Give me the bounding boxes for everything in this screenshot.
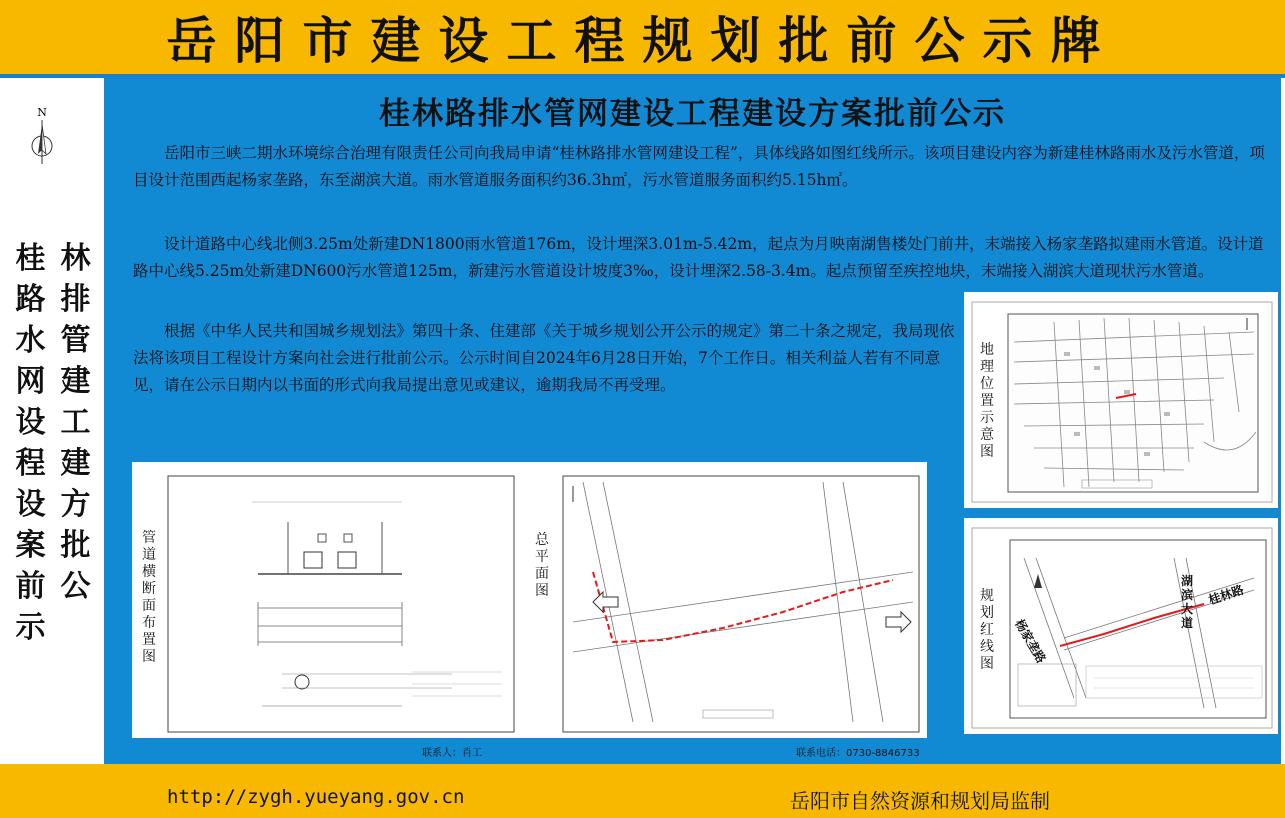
header-banner: [0, 0, 1285, 74]
vertical-label-char: 滨: [1181, 588, 1194, 602]
vertical-label-char: 断: [142, 581, 156, 597]
vertical-title-char: 程: [15, 446, 46, 481]
vertical-label-char: 图: [980, 656, 994, 672]
vertical-label-char: 置: [142, 632, 156, 648]
road-label-guilin: 桂林路: [1206, 582, 1246, 608]
vertical-title-char: 设: [15, 487, 46, 522]
vertical-label-char: 线: [980, 639, 994, 655]
vertical-label-char: 道: [142, 547, 156, 563]
vertical-title-char: 管: [60, 323, 91, 358]
vertical-label-char: 道: [1181, 616, 1194, 630]
vertical-label-char: 示: [980, 410, 994, 426]
vertical-label-char: 地: [980, 342, 994, 358]
vertical-title-char: 网: [15, 364, 46, 399]
location-map-card: [964, 292, 1278, 508]
vertical-title-char: 方: [60, 487, 91, 522]
vertical-label-char: 面: [142, 598, 156, 614]
right-border: [1281, 78, 1285, 764]
vertical-label-char: 位: [980, 376, 994, 392]
vertical-title-char: 设: [15, 405, 46, 440]
cross-section-card: [132, 462, 523, 738]
vertical-label-char: 总: [535, 532, 549, 548]
north-arrow-icon: [26, 106, 58, 166]
location-map-label: [980, 342, 994, 461]
vertical-label-char: 划: [980, 605, 994, 621]
vertical-label-char: 图: [535, 583, 549, 599]
vertical-title-char: 排: [60, 282, 91, 317]
paragraph-intro: 岳阳市三峡二期水环境综合治理有限责任公司向我局申请“桂林路排水管网建设工程”，具体线路如图红线所示。该项目建设内容为新建桂林路雨水及污水管道，项目设计范围西起杨家垄路，东至湖滨大道。雨水管道服务面积约36.3h㎡，污水管道服务面积约5.15h㎡。: [133, 144, 1265, 189]
site-plan-drawing: [523, 462, 927, 738]
vertical-label-char: 置: [980, 393, 994, 409]
redline-map-label: [980, 588, 994, 673]
vertical-label-char: 大: [1181, 602, 1194, 616]
vertical-title-char: 建: [60, 364, 91, 399]
vertical-label-char: 管: [142, 530, 156, 546]
vertical-label-char: 湖: [1181, 574, 1194, 588]
site-plan-card: [523, 462, 927, 738]
vertical-label-char: 图: [980, 444, 994, 460]
vertical-title-char: 林: [60, 241, 91, 276]
vertical-label-char: 图: [142, 649, 156, 665]
vertical-label-char: 理: [980, 359, 994, 375]
vertical-title-char: 公: [60, 569, 91, 604]
notice-title: 桂林路排水管网建设工程建设方案批前公示: [379, 96, 1006, 132]
supervisor-text: 岳阳市自然资源和规划局监制: [790, 789, 1050, 813]
footer-banner: [0, 764, 1285, 818]
vertical-title-char: 前: [15, 569, 46, 604]
left-sidebar: [0, 78, 104, 764]
contact-phone: 联系电话：0730-8846733: [796, 748, 920, 759]
vertical-title-char: 路: [15, 282, 46, 317]
vertical-title-char: 批: [60, 528, 91, 563]
compass-letter: N: [37, 106, 47, 119]
contact-person: 联系人：肖工: [422, 748, 482, 759]
vertical-title: [8, 238, 98, 648]
redline-map-card: [964, 518, 1278, 734]
board-title: 岳阳市建设工程规划批前公示牌: [166, 12, 1119, 70]
vertical-label-char: 平: [535, 549, 549, 565]
vertical-label-char: 红: [980, 622, 994, 638]
vertical-label-char: 规: [980, 588, 994, 604]
website-url[interactable]: http://zygh.yueyang.gov.cn: [167, 786, 465, 808]
redline-map-drawing: [964, 518, 1278, 734]
road-label-yangjia: 杨家垄路: [1012, 617, 1049, 666]
cross-section-label: [142, 530, 156, 666]
vertical-title-char: 案: [15, 528, 46, 563]
cross-section-drawing: [132, 462, 523, 738]
vertical-label-char: 意: [980, 427, 994, 443]
main-panel: [104, 78, 1281, 764]
vertical-title-char: 桂: [15, 241, 46, 276]
vertical-title-char: 工: [60, 405, 91, 440]
vertical-title-char: 示: [15, 610, 46, 645]
vertical-label-char: 横: [142, 564, 156, 580]
vertical-title-char: 建: [60, 446, 91, 481]
vertical-title-char: 水: [15, 323, 46, 358]
site-plan-label: [535, 532, 549, 600]
road-label-hubin: [1181, 574, 1193, 630]
vertical-label-char: 布: [142, 615, 156, 631]
paragraph-legal: 根据《中华人民共和国城乡规划法》第四十条、住建部《关于城乡规划公开公示的规定》第二十条之规定，我局现依法将该项目工程设计方案向社会进行批前公示。公示时间自2024年6月28日开始，7个工作日。相关利益人若有不同意见，请在公示日期内以书面的形式向我局提出意见或建议，逾期我局不再受理。: [133, 322, 955, 394]
paragraph-design: 设计道路中心线北侧3.25m处新建DN1800雨水管道176m，设计埋深3.01m-5.42m，起点为月映南湖售楼处门前井，末端接入杨家垄路拟建雨水管道。设计道路中心线5.25m处新建DN600污水管道125m，新建污水管道设计坡度3‰，设计埋深2.58-3.4m。起点预留至疾控地块，末端接入湖滨大道现状污水管道。: [133, 235, 1264, 280]
location-map-drawing: [964, 292, 1278, 508]
vertical-label-char: 面: [535, 566, 549, 582]
